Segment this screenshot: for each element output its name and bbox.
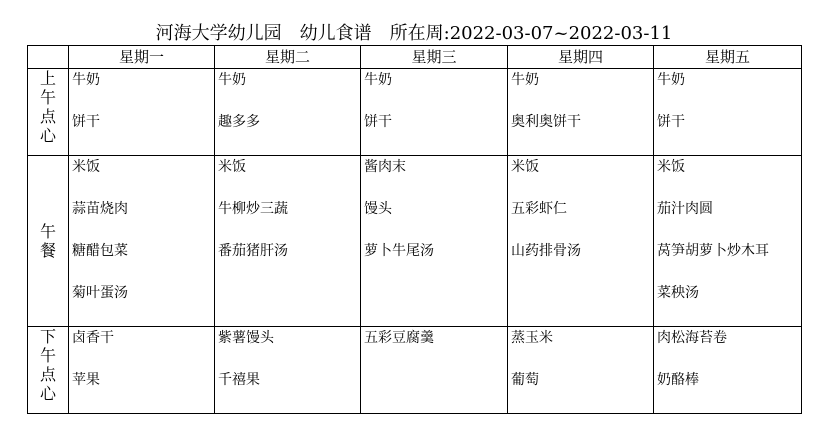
menu-cell-wed <box>361 327 508 414</box>
menu-item: 蒜苗烧肉 <box>72 201 128 217</box>
menu-item: 肉松海苔卷 <box>657 330 727 346</box>
morning-snack-row <box>28 69 802 156</box>
menu-item: 菊叶蛋汤 <box>72 285 128 301</box>
menu-cell-fri <box>654 156 802 327</box>
menu-item: 米饭 <box>511 159 539 175</box>
menu-item: 饼干 <box>364 114 392 130</box>
menu-item: 米饭 <box>72 159 100 175</box>
menu-item: 奶酪棒 <box>657 372 699 388</box>
menu-item: 酱肉末 <box>364 159 406 175</box>
weekly-menu-table <box>27 45 802 414</box>
menu-cell-fri <box>654 327 802 414</box>
menu-item: 紫薯馒头 <box>218 330 274 346</box>
menu-item: 趣多多 <box>218 114 260 130</box>
menu-item: 葡萄 <box>511 372 539 388</box>
menu-item: 苹果 <box>72 372 100 388</box>
menu-cell-thu <box>508 69 654 156</box>
day-header-thu: 星期四 <box>508 46 654 69</box>
menu-item: 饼干 <box>72 114 100 130</box>
menu-item: 牛奶 <box>364 72 392 88</box>
menu-item: 山药排骨汤 <box>511 243 581 259</box>
menu-item: 五彩豆腐羹 <box>364 330 434 346</box>
menu-item: 莴笋胡萝卜炒木耳 <box>657 243 769 259</box>
day-header-wed: 星期三 <box>361 46 508 69</box>
menu-item: 牛奶 <box>72 72 100 88</box>
meal-label <box>28 156 69 327</box>
menu-item: 卤香干 <box>72 330 114 346</box>
day-header-mon: 星期一 <box>69 46 215 69</box>
menu-item: 番茄猪肝汤 <box>218 243 288 259</box>
menu-cell-mon <box>69 156 215 327</box>
menu-item: 米饭 <box>657 159 685 175</box>
menu-cell-mon <box>69 69 215 156</box>
menu-item: 糖醋包菜 <box>72 243 128 259</box>
menu-cell-wed <box>361 156 508 327</box>
meal-label-text: 午餐 <box>40 222 57 260</box>
menu-cell-wed <box>361 69 508 156</box>
menu-item: 菜秧汤 <box>657 285 699 301</box>
menu-item: 蒸玉米 <box>511 330 553 346</box>
lunch-row <box>28 156 802 327</box>
page-title: 河海大学幼儿园 幼儿食谱 所在周:2022-03-07~2022-03-11 <box>155 23 673 44</box>
header-row <box>28 46 802 69</box>
menu-cell-fri <box>654 69 802 156</box>
menu-item: 五彩虾仁 <box>511 201 567 217</box>
meal-label-text: 下午点心 <box>40 327 57 403</box>
menu-cell-thu <box>508 327 654 414</box>
menu-item: 奥利奥饼干 <box>511 114 581 130</box>
menu-item: 牛奶 <box>657 72 685 88</box>
meal-label <box>28 327 69 414</box>
menu-item: 米饭 <box>218 159 246 175</box>
menu-item: 牛奶 <box>218 72 246 88</box>
menu-item: 馒头 <box>364 201 392 217</box>
menu-cell-thu <box>508 156 654 327</box>
menu-item: 饼干 <box>657 114 685 130</box>
menu-cell-tue <box>215 156 361 327</box>
corner-cell <box>28 46 69 69</box>
menu-item: 牛柳炒三蔬 <box>218 201 288 217</box>
meal-label-text: 上午点心 <box>40 69 57 145</box>
day-header-fri: 星期五 <box>654 46 802 69</box>
day-header-tue: 星期二 <box>215 46 361 69</box>
menu-item: 千禧果 <box>218 372 260 388</box>
menu-cell-tue <box>215 69 361 156</box>
menu-cell-tue <box>215 327 361 414</box>
menu-item: 茄汁肉圆 <box>657 201 713 217</box>
menu-item: 牛奶 <box>511 72 539 88</box>
menu-cell-mon <box>69 327 215 414</box>
menu-item: 萝卜牛尾汤 <box>364 243 434 259</box>
meal-label <box>28 69 69 156</box>
afternoon-snack-row <box>28 327 802 414</box>
